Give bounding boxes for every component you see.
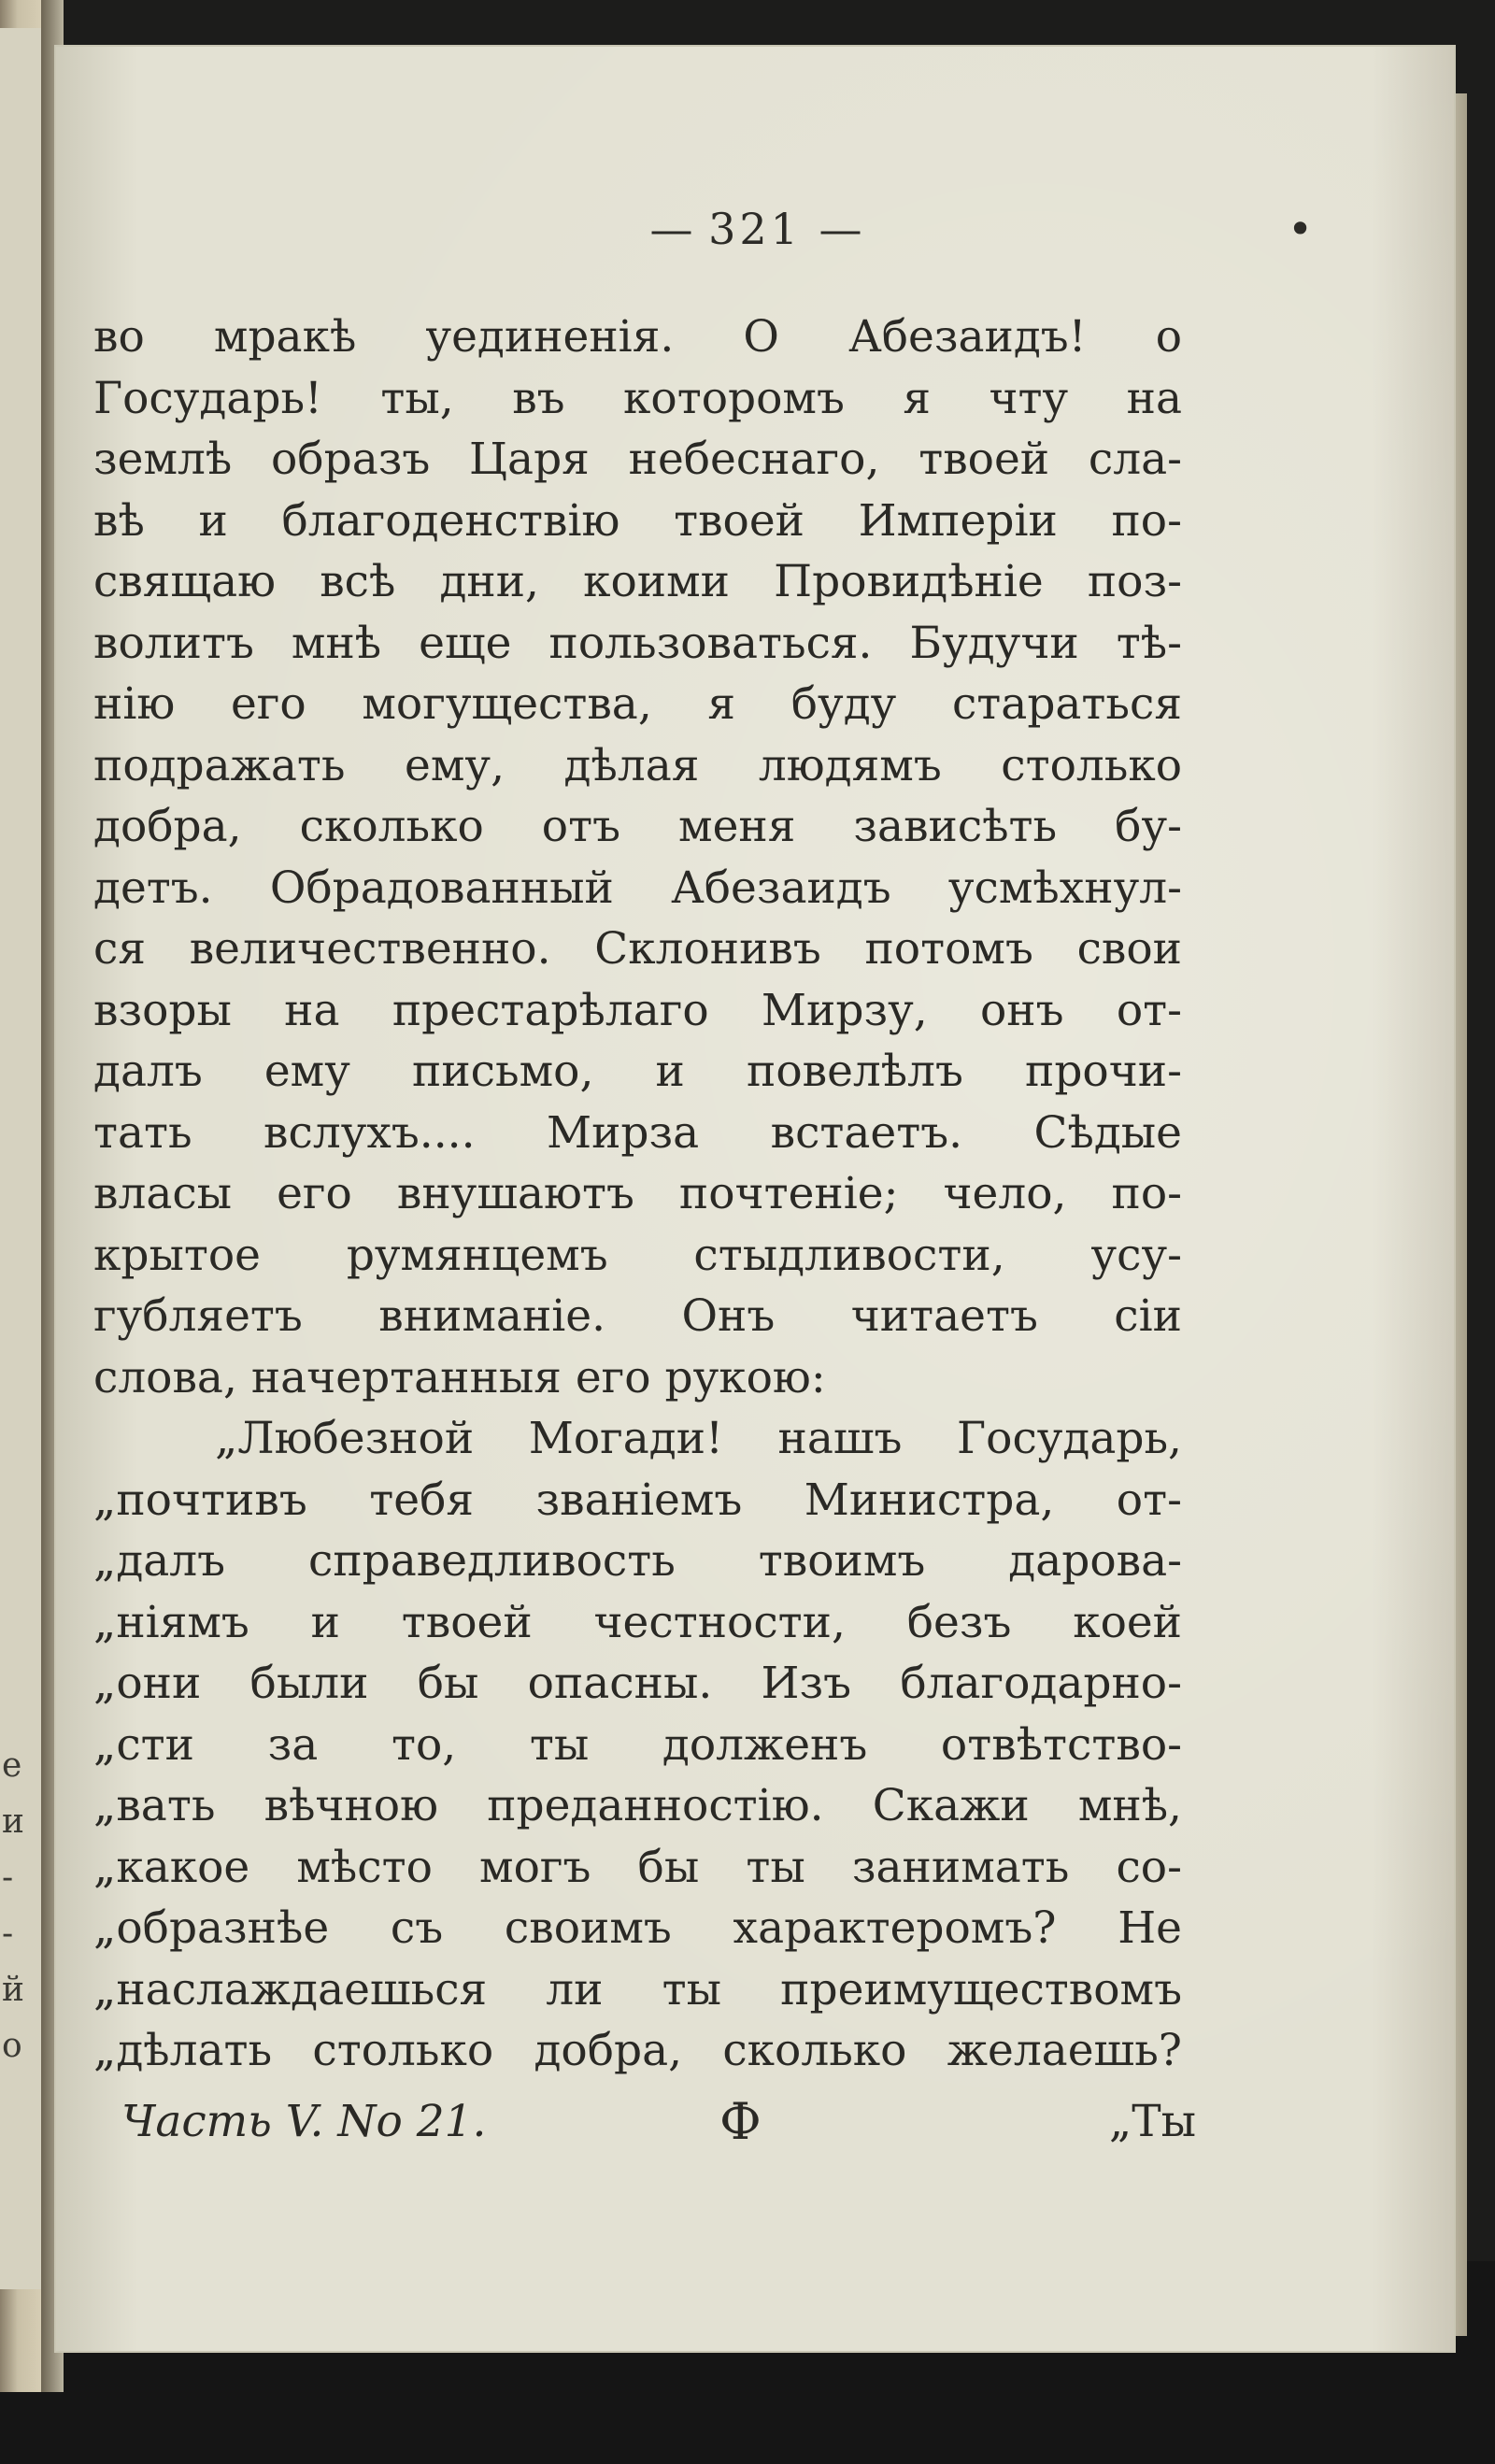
page-header xyxy=(54,204,1456,254)
text-line: губляетъ вниманіе. Онъ читаетъ сіи xyxy=(93,1290,1182,1342)
text-line: взоры на престарѣлаго Мирзу, онъ от- xyxy=(93,984,1182,1036)
header-dash-right: — xyxy=(819,204,861,254)
body-text xyxy=(93,306,1182,2082)
book-page xyxy=(54,45,1456,2353)
left-page-marks xyxy=(2,1738,39,2074)
text-line: власы его внушаютъ почтеніе; чело, по- xyxy=(93,1168,1182,1219)
text-line: „образнѣе съ своимъ характеромъ? Не xyxy=(93,1902,1182,1954)
text-line: во мракѣ уединенія. О Абезаидъ! о xyxy=(93,311,1182,363)
text-line: „почтивъ тебя званіемъ Министра, от- xyxy=(93,1474,1182,1526)
text-line: добра, сколько отъ меня зависѣть бу- xyxy=(93,801,1182,852)
signature-label: Часть V. No 21. xyxy=(121,2096,487,2147)
page-footer xyxy=(121,2092,1196,2171)
page-number: 321 xyxy=(708,204,802,254)
text-line: тать вслухъ.... Мирза встаетъ. Сѣдые xyxy=(93,1106,1182,1159)
text-line: Государь! ты, въ которомъ я чту на xyxy=(93,372,1182,424)
left-mark: - xyxy=(2,1915,14,1953)
text-line: волитъ мнѣ еще пользоваться. Будучи тѣ- xyxy=(93,617,1182,669)
header-dot: • xyxy=(1288,204,1314,254)
left-mark: о xyxy=(2,2027,22,2065)
text-line: детъ. Обрадованный Абезаидъ усмѣхнул- xyxy=(93,862,1182,914)
text-line: „сти за то, ты долженъ отвѣтство- xyxy=(93,1718,1182,1771)
text-line: „какое мѣсто могъ бы ты занимать со- xyxy=(93,1841,1182,1893)
left-mark: е xyxy=(2,1746,22,1785)
left-mark: и xyxy=(2,1802,24,1841)
left-mark: - xyxy=(2,1859,14,1897)
catchword: „Ты xyxy=(1108,2096,1196,2147)
text-line: „наслаждаешься ли ты преимуществомъ xyxy=(93,1963,1182,2015)
text-line: нію его могущества, я буду стараться xyxy=(93,678,1182,730)
text-line: „дѣлать столько добра, сколько желаешь? xyxy=(93,2025,1182,2076)
text-line: вѣ и благоденствію твоей Имперіи по- xyxy=(93,494,1182,547)
header-dash-left: — xyxy=(649,204,691,254)
text-line: „они были бы опасны. Изъ благодарно- xyxy=(93,1658,1182,1709)
text-line: далъ ему письмо, и повелѣлъ прочи- xyxy=(93,1046,1182,1097)
text-line: слова, начертанныя его рукою: xyxy=(93,1351,826,1403)
text-line: „далъ справедливость твоимъ дарова- xyxy=(93,1535,1182,1587)
text-line: „вать вѣчною преданностію. Скажи мнѣ, xyxy=(93,1780,1182,1831)
left-mark: й xyxy=(2,1971,24,2009)
text-line: крытое румянцемъ стыдливости, усу- xyxy=(93,1229,1182,1281)
text-line: „Любезной Могади! нашъ Государь, xyxy=(215,1413,1182,1464)
text-line: „ніямъ и твоей честности, безъ коей xyxy=(93,1596,1182,1648)
signature-mark: Ф xyxy=(719,2092,762,2151)
text-line: подражать ему, дѣлая людямъ столько xyxy=(93,739,1182,791)
text-line: ся величественно. Склонивъ потомъ свои xyxy=(93,923,1182,975)
text-line: свящаю всѣ дни, коими Провидѣніе поз- xyxy=(93,556,1182,607)
text-line: землѣ образъ Царя небеснаго, твоей сла- xyxy=(93,434,1182,485)
